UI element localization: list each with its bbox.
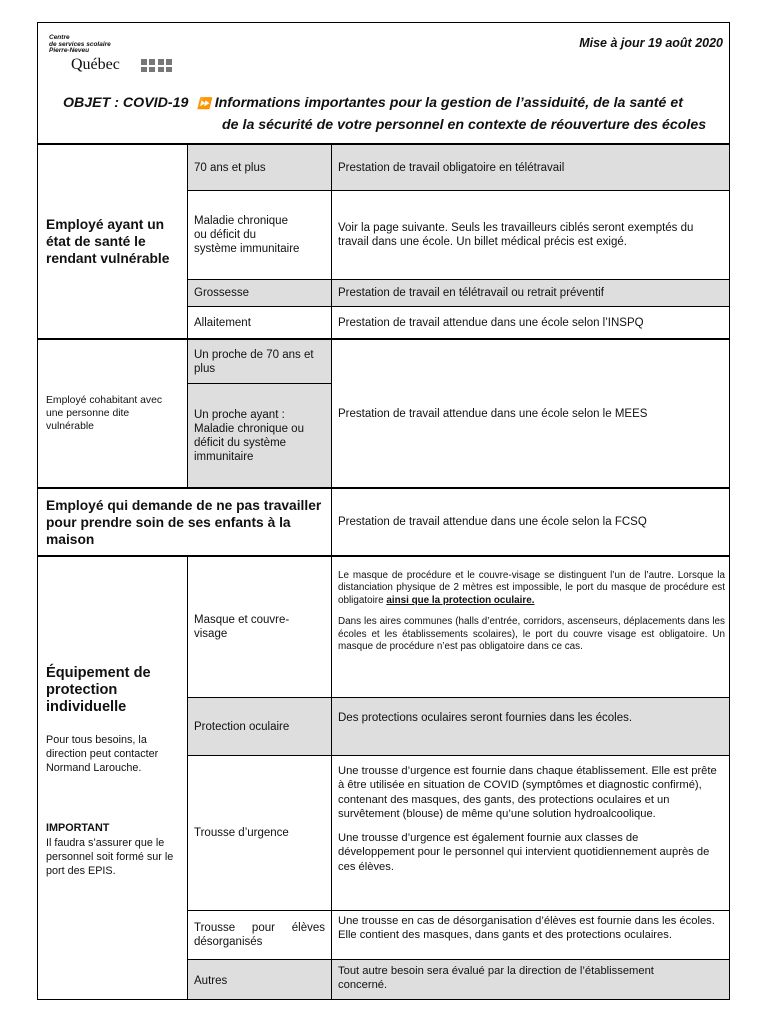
row-pregnancy-label-cell bbox=[188, 280, 331, 306]
children-text: Prestation de travail attendue dans une école selon la FCSQ bbox=[338, 516, 647, 528]
double-arrow-icon: ⏩ bbox=[197, 98, 211, 110]
cohab-70-label-cell bbox=[188, 340, 331, 383]
section-epi-title-cell bbox=[38, 557, 187, 1000]
section-cohabitant-title-cell bbox=[38, 340, 187, 487]
section-children-title: Employé qui demande de ne pas travailler pour prendre soin de ses enfants à la maison bbox=[46, 497, 322, 547]
other-text-cell bbox=[332, 960, 730, 1000]
row-pregnancy-label: Grossesse bbox=[194, 287, 249, 299]
row-pregnancy-text-cell bbox=[332, 280, 730, 306]
policy-table bbox=[38, 23, 730, 1000]
mask-label: Masque et couvre-visage bbox=[194, 614, 290, 640]
row-chronic-text-cell bbox=[332, 191, 730, 279]
row-chronic-label-cell bbox=[188, 191, 331, 279]
logo-org-line2: de services scolaire bbox=[49, 40, 111, 48]
row-70-text-cell bbox=[332, 145, 730, 190]
row-breastfeeding-label: Allaitement bbox=[194, 316, 251, 329]
update-date: Mise à jour 19 août 2020 bbox=[579, 36, 723, 50]
eye-text-cell bbox=[332, 698, 730, 755]
mask-text-p1-emphasis: ainsi que la protection oculaire. bbox=[386, 594, 535, 606]
mask-label-cell bbox=[188, 557, 331, 697]
mask-text-p2: Dans les aires communes (halls d’entrée, corridors, ascenseurs, déplacements dans les écoles et les établissements scolaires), le port du couvre visage est obligatoire. Un masque de procédure n’est pas obligatoire dans ce cas. bbox=[338, 616, 725, 653]
subject-line1: Informations importantes pour la gestion de l’assiduité, de la santé et bbox=[214, 95, 683, 111]
section-children-title-cell bbox=[38, 489, 331, 555]
mask-text-cell bbox=[332, 557, 730, 697]
epi-important-label: IMPORTANT bbox=[46, 822, 110, 834]
epi-training-note: Il faudra s’assurer que le personnel soit formé sur le port des EPIS. bbox=[46, 837, 174, 877]
row-70-label-cell bbox=[188, 145, 331, 190]
disorganized-label: Trousse pour élèves désorganisés bbox=[194, 922, 325, 948]
cohab-text-cell bbox=[332, 340, 730, 487]
eye-label: Protection oculaire bbox=[194, 720, 290, 733]
row-chronic-label: Maladie chronique ou déficit du système immunitaire bbox=[194, 215, 300, 255]
eye-text: Des protections oculaires seront fournies dans les écoles. bbox=[338, 712, 633, 724]
section-epi-title: Équipement de protection individuelle bbox=[46, 665, 151, 715]
subject-label: OBJET : COVID-19 bbox=[63, 95, 189, 111]
cohab-chronic-label-cell bbox=[188, 384, 331, 487]
eye-label-cell bbox=[188, 698, 331, 755]
children-text-cell bbox=[332, 489, 730, 555]
row-breastfeeding-text-cell bbox=[332, 307, 730, 338]
cohab-chronic-label: Un proche ayant : Maladie chronique ou déficit du système immunitaire bbox=[194, 408, 304, 463]
section-vulnerable-title: Employé ayant un état de santé le rendant vulnérable bbox=[46, 217, 170, 266]
row-70-text: Prestation de travail obligatoire en télétravail bbox=[338, 161, 565, 174]
logo-org-line1: Centre bbox=[49, 34, 70, 41]
kit-text-p2: Une trousse d’urgence est également fournie aux classes de développement pour le personnel qui intervient quotidiennement auprès de ces élèves. bbox=[338, 832, 710, 873]
other-label-cell bbox=[188, 960, 331, 1000]
epi-contact-note: Pour tous besoins, la direction peut contacter Normand Larouche. bbox=[46, 734, 159, 774]
section-cohabitant-title: Employé cohabitant avec une personne dite vulnérable bbox=[46, 395, 163, 432]
section-vulnerable-title-cell bbox=[38, 145, 187, 338]
row-70-label: 70 ans et plus bbox=[194, 161, 266, 174]
row-breastfeeding-label-cell bbox=[188, 307, 331, 338]
kit-text-p1: Une trousse d’urgence est fournie dans chaque établissement. Elle est prête à être utilisée en situation de COVID (symptômes et diagnostic confirmé), contenant des masques, des gants, des protections oculaires et un survêtement (blouse) de même qu’une solution hydroalcoolique. bbox=[338, 765, 717, 820]
disorganized-text: Une trousse en cas de désorganisation d’élèves est fournie dans les écoles. Elle contient des masques, dans gants et des protections oculaires. bbox=[338, 915, 715, 941]
logo-org-line3: Pierre-Neveu bbox=[49, 47, 90, 54]
cohab-text: Prestation de travail attendue dans une école selon le MEES bbox=[338, 407, 648, 420]
kit-text-cell bbox=[332, 756, 730, 910]
document-page bbox=[37, 22, 730, 1000]
kit-label: Trousse d’urgence bbox=[194, 827, 289, 839]
row-breastfeeding-text: Prestation de travail attendue dans une école selon l’INSPQ bbox=[338, 316, 644, 329]
disorganized-label-cell bbox=[188, 911, 331, 959]
subject-line2: de la sécurité de votre personnel en contexte de réouverture des écoles bbox=[222, 117, 707, 133]
row-pregnancy-text: Prestation de travail en télétravail ou retrait préventif bbox=[338, 287, 604, 299]
cohab-70-label: Un proche de 70 ans et plus bbox=[194, 348, 314, 375]
kit-label-cell bbox=[188, 756, 331, 910]
row-chronic-text: Voir la page suivante. Seuls les travailleurs ciblés seront exemptés du travail dans une école. Un billet médical précis est exigé. bbox=[338, 222, 694, 248]
mask-text-p1: Le masque de procédure et le couvre-visage se distinguent l’un de l’autre. Lorsque la distanciation physique de 2 mètres est impossible, le port du masque de procédure est obligatoire bbox=[338, 570, 725, 606]
disorganized-text-cell bbox=[332, 911, 730, 959]
logo-quebec-text: Québec bbox=[71, 56, 120, 73]
other-text: Tout autre besoin sera évalué par la direction de l’établissement concerné. bbox=[338, 965, 654, 991]
other-label: Autres bbox=[194, 974, 228, 987]
